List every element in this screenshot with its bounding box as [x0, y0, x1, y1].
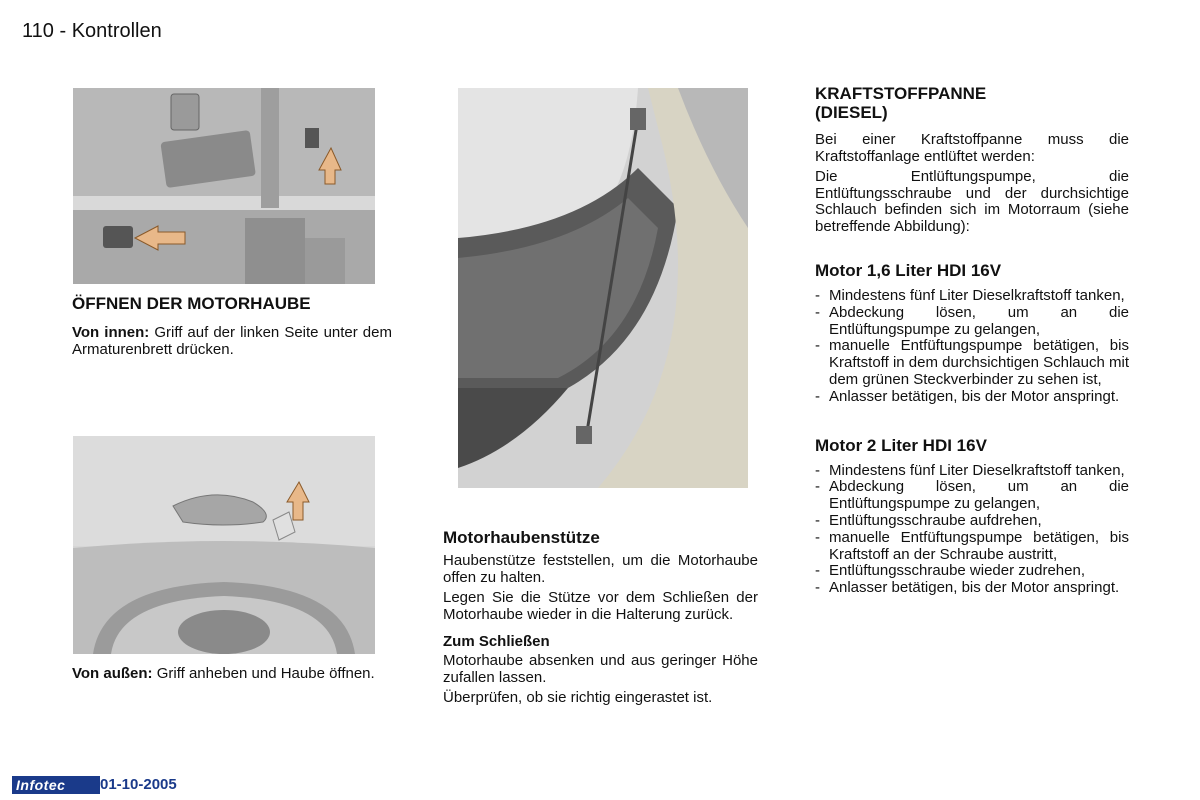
- closing-p1: Motorhaube absenken und aus geringer Höhe zufallen lassen.: [443, 652, 758, 686]
- hood-open-heading: ÖFFNEN DER MOTORHAUBE: [72, 294, 311, 313]
- page-title: Kontrollen: [71, 20, 162, 42]
- page-number: 110: [22, 20, 54, 42]
- outside-instruction: [72, 666, 392, 683]
- footer-date: 01-10-2005: [100, 776, 177, 793]
- list-item: - Entlüftungsschraube wieder zudrehen,: [815, 563, 1129, 580]
- inside-text: Griff auf der linken Seite unter dem Armaturenbrett drücken.: [72, 324, 392, 358]
- diesel-heading: [815, 84, 1129, 122]
- outside-text: Griff anheben und Haube öffnen.: [152, 665, 375, 682]
- list-item: - Mindestens fünf Liter Dieselkraftstoff tanken,: [815, 463, 1129, 480]
- diesel-fuel-section: [815, 84, 1129, 597]
- closing-heading: Zum Schließen: [443, 633, 550, 650]
- diesel-heading-line1: KRAFTSTOFFPANNE: [815, 84, 987, 103]
- hood-stay-p2: Legen Sie die Stütze vor dem Schließen der Motorhaube wieder in die Halterung zurück.: [443, 589, 758, 623]
- interior-release-illustration: [73, 88, 375, 284]
- list-item: - Anlasser betätigen, bis der Motor anspringt.: [815, 580, 1129, 597]
- list-item: - Abdeckung lösen, um an die Entlüftungspumpe zu gelangen,: [815, 479, 1129, 513]
- engine1-steps: [815, 288, 1129, 406]
- list-item: - Anlasser betätigen, bis der Motor anspringt.: [815, 389, 1129, 406]
- inside-instruction: [72, 325, 392, 358]
- header-separator: -: [59, 20, 67, 42]
- hood-stay-illustration: [458, 88, 748, 488]
- list-item: - manuelle Entfüftungspumpe betätigen, bis Kraftstoff in dem durchsichtigen Schlauch mit dem grünen Steckverbinder zu sehen ist,: [815, 338, 1129, 388]
- diesel-p2: Die Entlüftungspumpe, die Entlüftungsschraube und der durchsichtige Schlauch befinden sich im Motorraum (siehe betreffende Abbildung):: [815, 168, 1129, 235]
- engine2-heading: Motor 2 Liter HDI 16V: [815, 435, 987, 455]
- hood-stay-section: [443, 528, 758, 711]
- diesel-heading-line2: (DIESEL): [815, 103, 888, 122]
- engine2-steps: [815, 463, 1129, 597]
- outside-label: Von außen:: [72, 665, 153, 682]
- infotec-logo: Infotec: [12, 776, 100, 794]
- exterior-handle-illustration: [73, 436, 375, 654]
- list-item: - Entlüftungsschraube aufdrehen,: [815, 513, 1129, 530]
- hood-stay-p1: Haubenstütze feststellen, um die Motorhaube offen zu halten.: [443, 552, 758, 586]
- hood-open-section: [72, 294, 392, 362]
- list-item: - Mindestens fünf Liter Dieselkraftstoff tanken,: [815, 288, 1129, 305]
- diesel-p1: Bei einer Kraftstoffpanne muss die Kraftstoffanlage entlüftet werden:: [815, 131, 1129, 165]
- page-header: [22, 20, 162, 43]
- inside-label: Von innen:: [72, 324, 150, 341]
- closing-p2: Überprüfen, ob sie richtig eingerastet ist.: [443, 689, 713, 706]
- outside-instruction-block: [72, 666, 392, 687]
- hood-stay-heading: Motorhaubenstütze: [443, 528, 600, 547]
- list-item: - manuelle Entfüftungspumpe betätigen, bis Kraftstoff an der Schraube austritt,: [815, 530, 1129, 564]
- engine1-heading: Motor 1,6 Liter HDI 16V: [815, 261, 1002, 280]
- list-item: - Abdeckung lösen, um an die Entlüftungspumpe zu gelangen,: [815, 305, 1129, 339]
